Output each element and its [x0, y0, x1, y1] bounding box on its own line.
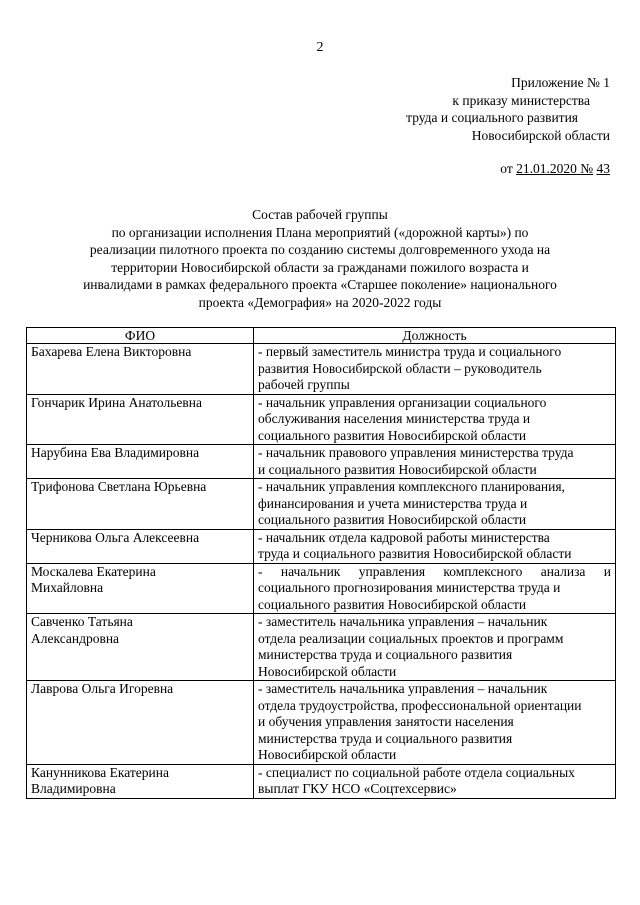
member-name: Нарубина Ева Владимировна — [27, 445, 254, 479]
member-name: Москалева Екатерина Михайловна — [27, 563, 254, 614]
order-number: 43 — [596, 161, 610, 176]
member-name: Трифонова Светлана Юрьевна — [27, 479, 254, 530]
member-position: - специалист по социальной работе отдела социальных выплат ГКУ НСО «Соцтехсервис» — [254, 764, 616, 798]
member-position: - заместитель начальника управления – начальник отдела реализации социальных проектов и программ министерства труда и социального развития Новосибирской области — [254, 614, 616, 681]
member-name: Черникова Ольга Алексеевна — [27, 529, 254, 563]
table-row — [27, 344, 616, 395]
document-heading — [60, 206, 580, 311]
annex-ministry: труда и социального развития — [406, 110, 578, 125]
member-position: - начальник управления комплексного планирования, финансирования и учета министерства труда и социального развития Новосибирской области — [254, 479, 616, 530]
table-row — [27, 563, 616, 614]
member-name: Канунникова Екатерина Владимировна — [27, 764, 254, 798]
heading-line: реализации пилотного проекта по созданию системы долговременного ухода на — [89, 242, 551, 257]
member-position: - заместитель начальника управления – начальник отдела трудоустройства, профессиональной ориентации и обучения управления занятости населения министерства труда и социального развития Новосибирской области — [254, 681, 616, 765]
order-date-number — [500, 160, 610, 177]
annex-region: Новосибирской области — [471, 127, 610, 143]
member-name: Гончарик Ирина Анатольевна — [27, 394, 254, 445]
table-row — [27, 614, 616, 681]
order-number-sign: № — [580, 161, 594, 176]
working-group-table — [26, 327, 616, 799]
annex-title: Приложение № 1 — [511, 75, 610, 90]
table-header-row — [27, 328, 616, 344]
table-row — [27, 764, 616, 798]
column-header-position: Должность — [254, 328, 616, 344]
member-position: - начальник управления организации социального обслуживания населения министерства труда и социального развития Новосибирской области — [254, 394, 616, 445]
member-name: Савченко Татьяна Александровна — [27, 614, 254, 681]
member-position: - начальник отдела кадровой работы министерства труда и социального развития Новосибирской области — [254, 529, 616, 563]
order-date: 21.01.2020 — [516, 161, 577, 176]
heading-line: инвалидами в рамках федерального проекта «Старшее поколение» национального — [83, 277, 557, 292]
table-row — [27, 445, 616, 479]
annex-order-ref: к приказу министерства — [452, 92, 590, 108]
member-position: - начальник управления комплексного анализа и социального прогнозирования министерства труда и социального развития Новосибирской области — [254, 563, 616, 614]
table-row — [27, 681, 616, 765]
heading-line: проекта «Демография» на 2020-2022 годы — [198, 294, 442, 310]
table-row — [27, 394, 616, 445]
member-name: Лаврова Ольга Игоревна — [27, 681, 254, 765]
heading-line: Состав рабочей группы — [252, 207, 388, 222]
table-row — [27, 529, 616, 563]
heading-line: территории Новосибирской области за гражданами пожилого возраста и — [111, 259, 529, 275]
order-prefix: от — [500, 161, 513, 176]
column-header-name: ФИО — [27, 328, 254, 344]
heading-line: по организации исполнения Плана мероприятий («дорожной карты») по — [111, 224, 529, 240]
member-position: - начальник правового управления министерства труда и социального развития Новосибирской области — [254, 445, 616, 479]
page-number: 2 — [316, 40, 324, 55]
table-row — [27, 479, 616, 530]
member-name: Бахарева Елена Викторовна — [27, 344, 254, 395]
member-position: - первый заместитель министра труда и социального развития Новосибирской области – руководитель рабочей группы — [254, 344, 616, 395]
annex-block — [330, 74, 610, 144]
